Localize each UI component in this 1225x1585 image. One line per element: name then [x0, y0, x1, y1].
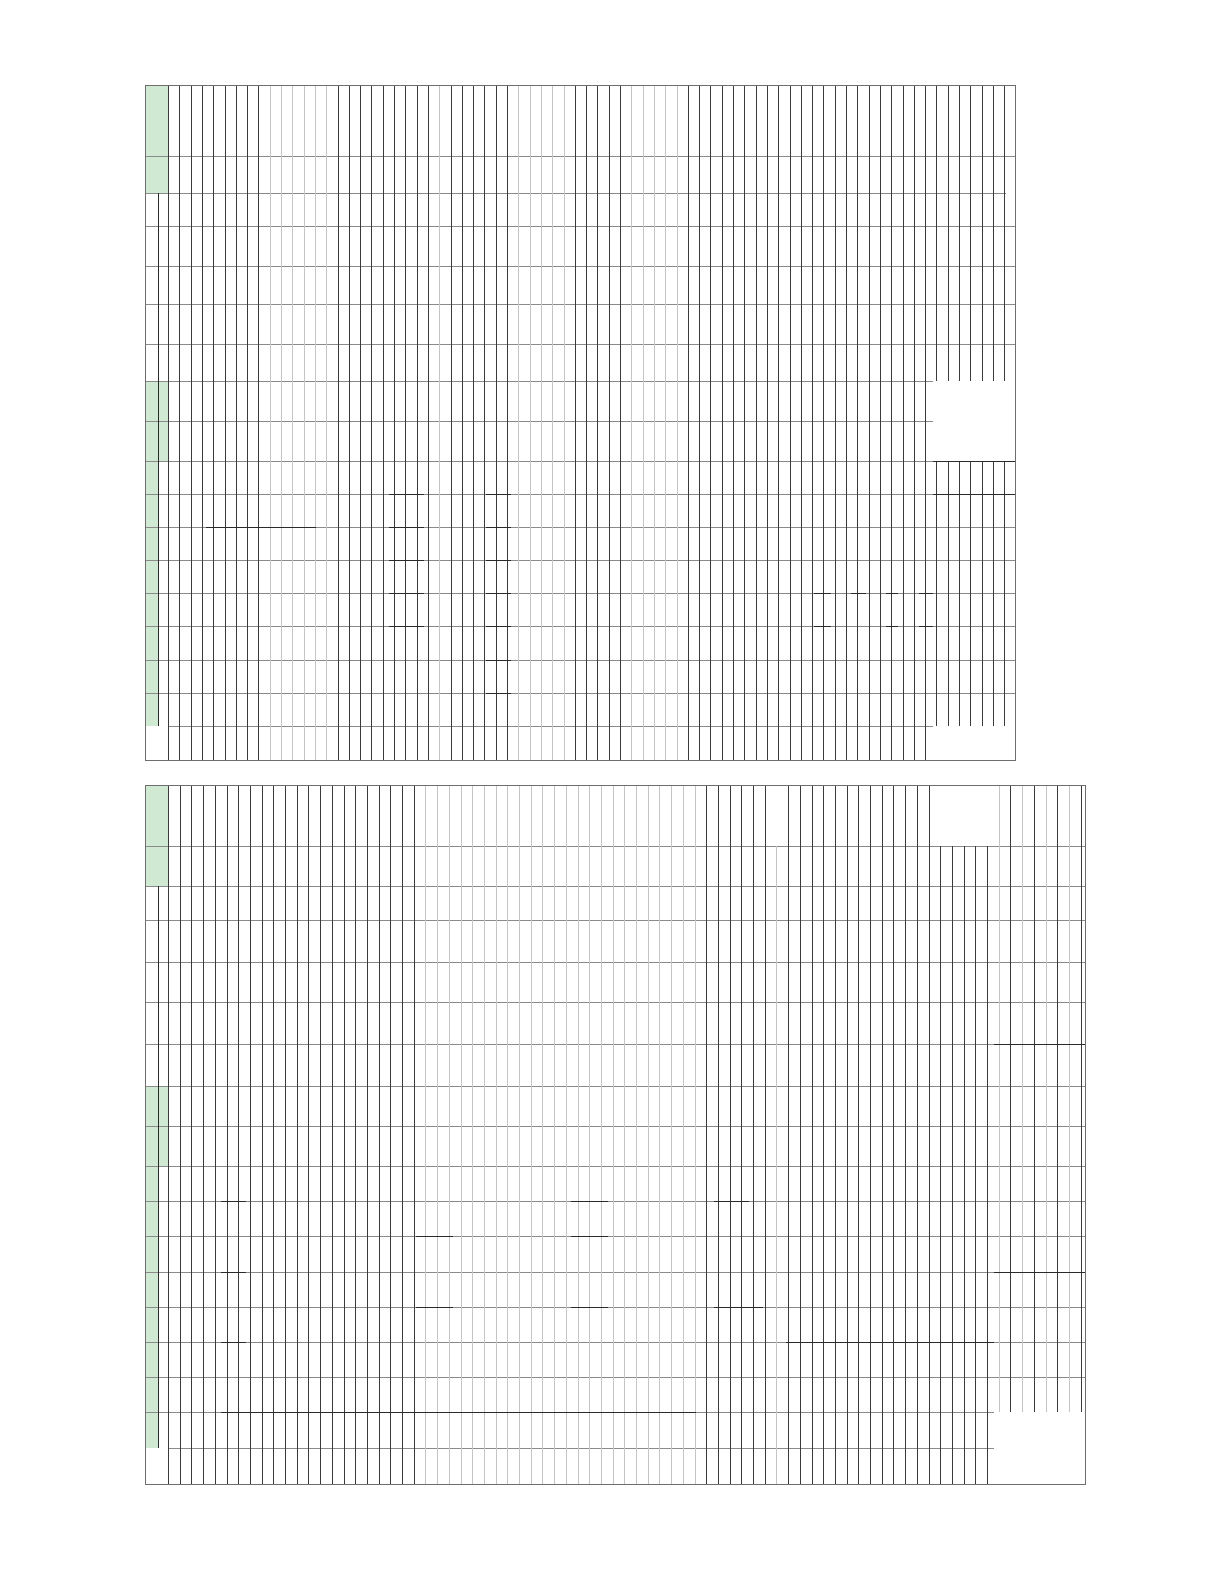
column-line: [975, 786, 976, 1484]
column-line: [578, 786, 579, 1484]
column-line: [541, 86, 542, 760]
column-line: [665, 86, 666, 760]
column-line: [823, 786, 824, 1484]
row-line: [146, 846, 1085, 847]
column-line: [250, 786, 251, 1484]
column-line: [473, 86, 474, 760]
column-line: [744, 86, 745, 760]
cell-border: [221, 1342, 246, 1343]
column-line: [710, 86, 711, 760]
column-line: [462, 86, 463, 760]
column-line: [1022, 786, 1023, 1484]
cell-border: [786, 1342, 994, 1343]
column-line: [756, 86, 757, 760]
column-line: [741, 786, 742, 1484]
column-divider: [158, 886, 159, 1448]
cell-border: [851, 593, 866, 594]
cell-border: [571, 1201, 608, 1202]
column-line: [425, 786, 426, 1484]
blank-area: [146, 1448, 168, 1484]
cell-border: [206, 527, 316, 528]
row-line: [146, 726, 1015, 727]
column-line: [812, 86, 813, 760]
column-line: [507, 86, 508, 760]
cell-border: [571, 1307, 608, 1308]
column-line: [586, 86, 587, 760]
blank-area: [146, 726, 168, 760]
column-line: [191, 86, 192, 760]
column-line: [624, 786, 625, 1484]
column-line: [344, 786, 345, 1484]
cell-border: [389, 494, 424, 495]
column-line: [496, 86, 497, 760]
column-line: [767, 86, 768, 760]
column-line: [281, 86, 282, 760]
row-line: [146, 1377, 1085, 1378]
row-line: [146, 156, 1015, 157]
cell-border: [486, 560, 511, 561]
column-line: [654, 86, 655, 760]
cell-border: [389, 527, 424, 528]
column-line: [202, 86, 203, 760]
blank-area: [931, 786, 993, 846]
column-line: [554, 786, 555, 1484]
column-line: [778, 86, 779, 760]
cell-border: [221, 1272, 246, 1273]
cell-border: [486, 494, 511, 495]
column-line: [320, 786, 321, 1484]
column-line: [893, 786, 894, 1484]
cell-border: [886, 626, 898, 627]
column-line: [733, 86, 734, 760]
column-line: [765, 786, 766, 1484]
cell-border: [814, 626, 831, 627]
column-line: [285, 786, 286, 1484]
column-line: [801, 86, 802, 760]
column-line: [326, 86, 327, 760]
column-line: [722, 86, 723, 760]
row-line: [146, 920, 1085, 921]
column-line: [332, 786, 333, 1484]
row-line: [146, 266, 1015, 267]
column-line: [496, 786, 497, 1484]
column-line: [258, 86, 259, 760]
blank-area: [766, 786, 786, 846]
column-line: [417, 86, 418, 760]
row-line: [146, 1002, 1085, 1003]
column-line: [601, 786, 602, 1484]
column-line: [308, 786, 309, 1484]
column-line: [262, 786, 263, 1484]
column-line: [507, 786, 508, 1484]
column-line: [552, 86, 553, 760]
column-line: [659, 786, 660, 1484]
cell-border: [814, 593, 831, 594]
cell-border: [886, 593, 898, 594]
column-line: [683, 786, 684, 1484]
cell-border: [389, 560, 424, 561]
column-line: [597, 86, 598, 760]
cell-border: [389, 626, 424, 627]
column-line: [869, 86, 870, 760]
row-line: [146, 461, 1015, 462]
column-line: [952, 786, 953, 1484]
row-line: [146, 962, 1085, 963]
column-line: [858, 786, 859, 1484]
grid-bottom: [146, 786, 1085, 1484]
row-line: [146, 494, 1015, 495]
column-line: [428, 86, 429, 760]
column-line: [297, 786, 298, 1484]
column-line: [631, 86, 632, 760]
column-line: [1069, 786, 1070, 1484]
column-line: [349, 86, 350, 760]
row-line: [146, 381, 1015, 382]
row-line: [146, 886, 1085, 887]
column-line: [371, 86, 372, 760]
column-line: [402, 786, 403, 1484]
column-line: [905, 786, 906, 1484]
column-line: [360, 86, 361, 760]
row-line: [146, 1126, 1085, 1127]
cell-border: [416, 1236, 453, 1237]
column-line: [846, 86, 847, 760]
column-line: [823, 86, 824, 760]
column-line: [213, 86, 214, 760]
column-line: [857, 86, 858, 760]
cell-border: [994, 1044, 1085, 1045]
row-line: [146, 693, 1015, 694]
column-line: [1034, 786, 1035, 1484]
column-line: [620, 86, 621, 760]
cell-border: [389, 593, 424, 594]
column-line: [292, 86, 293, 760]
form-sheet-top: [145, 85, 1016, 761]
cell-border: [221, 1412, 696, 1413]
column-line: [788, 786, 789, 1484]
row-line: [146, 344, 1015, 345]
row-line: [146, 1086, 1085, 1087]
column-line: [451, 86, 452, 760]
cell-border: [416, 1307, 453, 1308]
row-line: [146, 1044, 1085, 1045]
header-cell: [146, 846, 168, 886]
column-line: [437, 786, 438, 1484]
column-line: [929, 786, 930, 1484]
column-line: [180, 786, 181, 1484]
cell-border: [571, 1236, 608, 1237]
column-line: [439, 86, 440, 760]
column-line: [414, 786, 415, 1484]
form-sheet-bottom: [145, 785, 1086, 1485]
blank-area: [933, 726, 1015, 760]
column-line: [880, 86, 881, 760]
column-line: [699, 86, 700, 760]
row-line: [146, 1166, 1085, 1167]
column-line: [338, 86, 339, 760]
column-line: [191, 786, 192, 1484]
cell-border: [994, 1272, 1085, 1273]
column-line: [566, 786, 567, 1484]
cell-border: [486, 660, 511, 661]
column-line: [236, 86, 237, 760]
row-line: [146, 1272, 1085, 1273]
cell-border: [933, 494, 1015, 495]
column-line: [531, 786, 532, 1484]
column-line: [484, 786, 485, 1484]
row-line: [146, 1201, 1085, 1202]
column-line: [227, 786, 228, 1484]
column-line: [519, 786, 520, 1484]
column-line: [461, 786, 462, 1484]
column-line: [203, 786, 204, 1484]
column-line: [405, 86, 406, 760]
column-line: [168, 786, 169, 1484]
row-line: [146, 560, 1015, 561]
column-line: [449, 786, 450, 1484]
column-line: [1046, 786, 1047, 1484]
column-line: [225, 86, 226, 760]
column-line: [643, 86, 644, 760]
column-line: [589, 786, 590, 1484]
column-line: [270, 86, 271, 760]
column-line: [800, 786, 801, 1484]
cell-border: [486, 626, 511, 627]
row-line: [146, 1307, 1085, 1308]
cell-border: [714, 1307, 763, 1308]
column-line: [987, 786, 988, 1484]
row-line: [146, 593, 1015, 594]
row-line: [146, 304, 1015, 305]
grid-top: [146, 86, 1015, 760]
column-line: [247, 86, 248, 760]
column-line: [999, 786, 1000, 1484]
column-divider: [158, 193, 159, 726]
blank-area: [1006, 193, 1015, 223]
row-line: [146, 193, 1015, 194]
column-line: [706, 786, 707, 1484]
cell-border: [919, 593, 933, 594]
column-line: [917, 786, 918, 1484]
column-line: [575, 86, 576, 760]
row-line: [146, 226, 1015, 227]
cell-border: [933, 461, 1015, 462]
column-line: [730, 786, 731, 1484]
column-line: [903, 86, 904, 760]
column-line: [870, 786, 871, 1484]
column-line: [315, 86, 316, 760]
column-line: [168, 86, 169, 760]
column-line: [215, 786, 216, 1484]
column-line: [379, 786, 380, 1484]
column-line: [518, 86, 519, 760]
column-line: [273, 786, 274, 1484]
column-line: [564, 86, 565, 760]
row-line: [146, 660, 1015, 661]
column-line: [609, 86, 610, 760]
column-line: [613, 786, 614, 1484]
cell-border: [221, 1201, 246, 1202]
row-line: [146, 626, 1015, 627]
column-line: [940, 786, 941, 1484]
column-line: [776, 786, 777, 1484]
column-line: [671, 786, 672, 1484]
column-line: [677, 86, 678, 760]
cell-border: [486, 693, 511, 694]
column-line: [484, 86, 485, 760]
cell-border: [919, 626, 933, 627]
cell-border: [486, 593, 511, 594]
column-line: [695, 786, 696, 1484]
column-line: [835, 86, 836, 760]
column-line: [847, 786, 848, 1484]
column-line: [812, 786, 813, 1484]
column-line: [882, 786, 883, 1484]
column-line: [355, 786, 356, 1484]
column-line: [688, 86, 689, 760]
column-line: [1081, 786, 1082, 1484]
column-line: [891, 86, 892, 760]
header-cell: [146, 86, 168, 193]
row-line: [146, 421, 1015, 422]
column-line: [530, 86, 531, 760]
column-line: [367, 786, 368, 1484]
column-line: [835, 786, 836, 1484]
column-line: [636, 786, 637, 1484]
column-line: [964, 786, 965, 1484]
header-cell: [146, 786, 168, 846]
column-line: [648, 786, 649, 1484]
column-line: [718, 786, 719, 1484]
column-line: [542, 786, 543, 1484]
column-line: [390, 786, 391, 1484]
blank-area: [994, 1412, 1085, 1484]
column-line: [179, 86, 180, 760]
column-line: [394, 86, 395, 760]
column-line: [914, 86, 915, 760]
column-line: [383, 86, 384, 760]
column-line: [1010, 786, 1011, 1484]
column-line: [304, 86, 305, 760]
row-line: [146, 1448, 1085, 1449]
row-line: [146, 1236, 1085, 1237]
cell-border: [714, 1201, 749, 1202]
blank-area: [933, 381, 1015, 461]
column-line: [790, 86, 791, 760]
cell-border: [486, 527, 511, 528]
column-line: [925, 86, 926, 760]
column-line: [472, 786, 473, 1484]
column-line: [753, 786, 754, 1484]
column-line: [238, 786, 239, 1484]
column-line: [1057, 786, 1058, 1484]
